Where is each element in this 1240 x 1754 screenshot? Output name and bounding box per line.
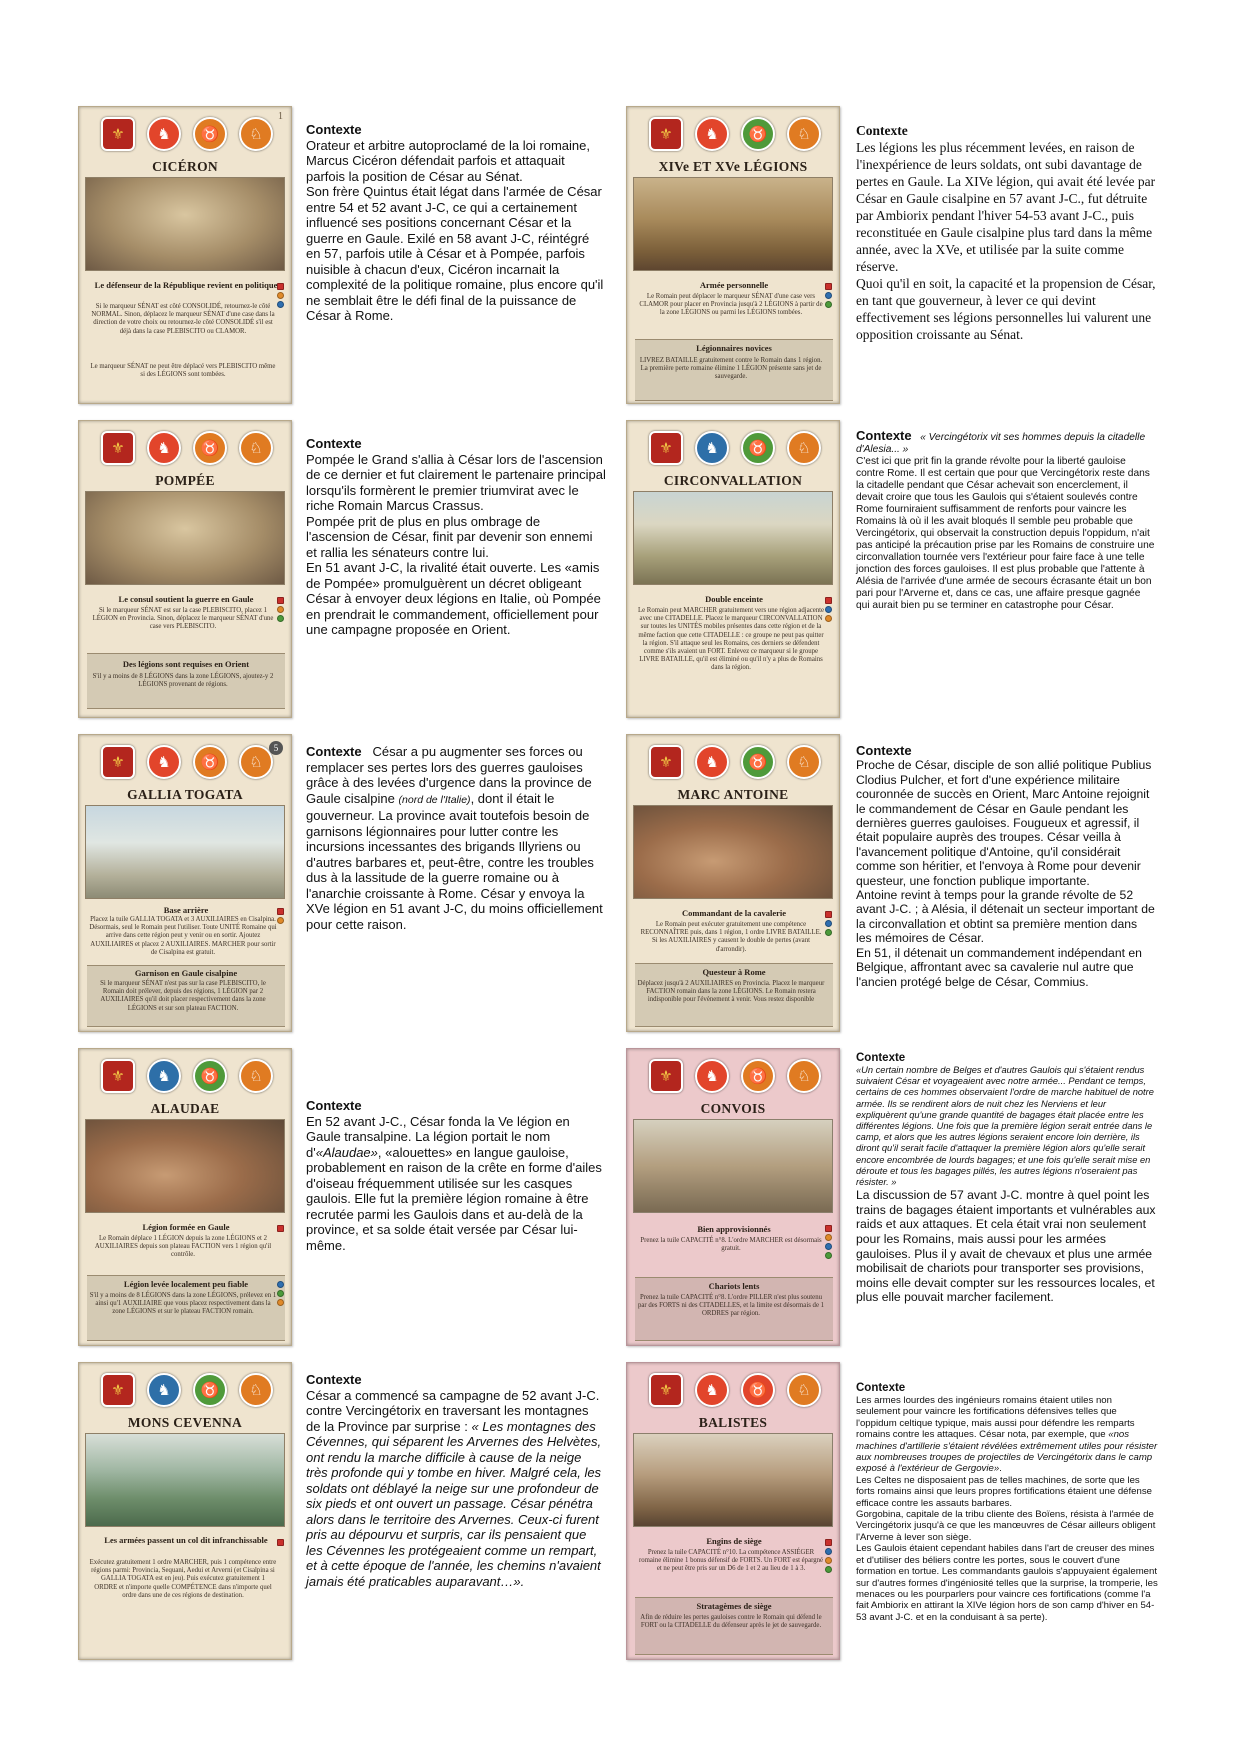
context-heading: Contexte	[856, 123, 908, 138]
card-event-text: Si le marqueur SÉNAT est sur la case PLEBISCITO, placez 1 LÉGION en Provincia. Sinon, déplacez le marqueur SÉNAT d'une case vers PLEBISCITO.	[92, 607, 274, 631]
faction-icons	[649, 117, 821, 151]
context-paragraph: En 52 avant J-C., César fonda la Ve légion en Gaule transalpine. La légion portait le nom d'	[306, 1113, 570, 1160]
card-circonvallation	[626, 420, 840, 718]
card-illustration	[85, 491, 285, 585]
bull-icon: ♉	[193, 1373, 227, 1407]
context-marc-antoine	[856, 744, 1156, 989]
context-heading: Contexte	[306, 744, 362, 759]
context-paragraph: Les Celtes ne disposaient pas de telles machines, de sorte que les forts romains ainsi que leurs propres fortifications étaient une défense efficace contre les assauts barbares.	[856, 1474, 1152, 1509]
card-illustration	[85, 177, 285, 271]
context-quote: «Un certain nombre de Belges et d'autres Gaulois qui s'étaient rendus suivaient César et voyageaient avec notre armée... Pendant ce temps, certains de ces hommes observaient l'ordre de marche habituel de notre armée. Ils se rendirent alors de nuit chez les Nerviens et leur expliquèrent qu'une grande quantité de bagages était placée entre les différentes légions. Une fois que la première légion serait entrée dans le camp, et alors que les autres légions seraient encore loin derrière, ils diront qu'il serait facile d'attaquer la première légion alors qu'elle serait encore encombrée de lourds bagages; et une fois qu'elle serait mise en déroute et tous les bagages pillés, les autres légions n'oseraient pas résister. »	[856, 1065, 1154, 1188]
faction-icons	[101, 745, 273, 779]
context-gallia-togata	[306, 744, 606, 932]
context-paragraph: La discussion de 57 avant J-C. montre à quel point les trains de bagages étaient importants et vulnérables aux raids et aux attaques. Et cela était vrai non seulement pour les Romains, mais aussi pour les armées gauloises. Plus il y avait de chevaux et plus une armée mobilisait de chariots pour transporter ses provisions, moins elle devait compter sur les ressources locales, et plus elle pouvait marcher facilement.	[856, 1188, 1156, 1305]
boar-icon: ♞	[695, 1059, 729, 1093]
card-event-title: Le défenseur de la République revient en politique	[94, 280, 278, 290]
card-event-text: Le Romain peut MARCHER gratuitement vers une région adjacente avec une CITADELLE. Placez le marqueur CIRCONVALLATION sur toutes les UNITÉS mobiles présentes dans cette région et de la même faction que cette CITADELLE : ce groupe ne peut pas quitter la région. S'il attaque seul les Romains, ces derniers se défendent comme s'ils avaient un FORT. Enlevez ce marqueur si le groupe LIVRE BATAILLE, qu'il est éliminé ou qu'il n'y a plus de Romains dans la région.	[637, 607, 825, 672]
horse-icon: ♘	[787, 117, 821, 151]
faction-dots	[825, 1225, 833, 1259]
context-paragraph: Pompée prit de plus en plus ombrage de l'ascension de César, finit par devenir son ennemi et rallia les sénateurs contre lui.	[306, 513, 593, 560]
card-event-title: Légion formée en Gaule	[142, 1222, 230, 1232]
context-paragraph: Pompée le Grand s'allia à César lors de l'ascension de ce dernier et fut clairement le partenaire principal lorsqu'ils formèrent le premier triumvirat avec le riche Romain Marcus Crassus.	[306, 451, 606, 513]
eagle-icon: ⚜	[649, 1059, 683, 1093]
boar-icon: ♞	[147, 745, 181, 779]
context-note: (nord de l'Italie)	[398, 793, 471, 806]
context-heading: Contexte	[856, 743, 912, 758]
context-paragraph: Gorgobina, capitale de la tribu cliente des Boïens, résista à l'armée de Vercingétorix jusqu'à ce que les manœuvres de César ailleurs obligent l'Arverne à lever son siège.	[856, 1509, 1156, 1543]
card-event-text: Prenez la tuile CAPACITÉ n°10. La compétence ASSIÉGER romaine élimine 1 bonus défensif de FORTS. Un FORT est épargné et ne peut être pris sur un D6 de 1 et 2 au lieu de 1 à 3.	[638, 1549, 824, 1573]
card-convois	[626, 1048, 840, 1346]
card-event-text: Le Romain déplace 1 LÉGION depuis la zone LÉGIONS et 2 AUXILIAIRES depuis son plateau FACTION vers 1 région qu'il contrôle.	[94, 1235, 272, 1259]
card-event-title: Armée personnelle	[699, 280, 769, 290]
card-xiv-xv-legions	[626, 106, 840, 404]
horse-icon: ♘	[787, 1373, 821, 1407]
card-event-title: Commandant de la cavalerie	[681, 908, 787, 918]
context-heading: Contexte	[306, 122, 362, 137]
bull-icon: ♉	[193, 1059, 227, 1093]
card-event-text-2: Si le marqueur SÉNAT n'est pas sur la case PLEBISCITO, le Romain doit prélever, depuis des régions, 1 LÉGION par 2 AUXILIAIRES qu'il doit placer respectivement dans la zone LÉGIONS et sur son plateau FACTION.	[100, 980, 266, 1012]
faction-dots	[277, 283, 285, 308]
horse-icon: ♘	[239, 117, 273, 151]
bull-icon: ♉	[741, 431, 775, 465]
card-illustration	[85, 1119, 285, 1213]
context-mons-cevenna	[306, 1372, 606, 1589]
card-event-title: Le consul soutient la guerre en Gaule	[118, 594, 254, 604]
card-event-title-2: Légionnaires novices	[696, 343, 772, 353]
eagle-icon: ⚜	[649, 431, 683, 465]
card-event-title: Bien approvisionnés	[697, 1224, 771, 1234]
card-event-title-2: Garnison en Gaule cisalpine	[134, 968, 238, 978]
context-xiv-xv-legions	[856, 122, 1156, 343]
context-quote: « Vercingétorix vit ses hommes depuis la citadelle d'Alesia... »	[856, 432, 1146, 455]
context-heading: Contexte	[856, 1052, 906, 1064]
faction-dots	[277, 597, 285, 622]
card-balistes	[626, 1362, 840, 1660]
eagle-icon: ⚜	[649, 745, 683, 779]
faction-dots	[825, 1539, 833, 1573]
card-event-title-2: Chariots lents	[708, 1281, 760, 1291]
card-event-title-2: Légion levée localement peu fiable	[123, 1279, 249, 1289]
context-heading: Contexte	[306, 1372, 362, 1387]
context-ciceron	[306, 122, 606, 324]
horse-icon: ♘	[787, 431, 821, 465]
card-event-title: Les armées passent un col dit infranchissable	[104, 1535, 268, 1545]
context-paragraph: César a pu augmenter ses forces ou remplacer ses pertes lors des guerres gauloises grâce à des levées d'urgence dans la province de Gaule cisalpine	[306, 744, 592, 806]
context-paragraph: , dont il était le gouverneur. La province avait toutefois besoin de garnisons légionnaires pour lutter contre les incursions incessantes des brigands Illyriens ou d'autres barbares et, peut-être, contre les troubles dus à la lassitude de la guerre romaine ou à l'anarchie croissante à Rome. César y envoya la XVe légion en 51 avant J-C, du moins officiellement pour cette raison.	[306, 790, 603, 932]
context-heading: Contexte	[306, 1098, 362, 1113]
card-event-title: Double enceinte	[705, 594, 763, 604]
eagle-icon: ⚜	[101, 745, 135, 779]
card-title: CIRCONVALLATION	[663, 473, 803, 488]
card-event-text: Le Romain peut exécuter gratuitement une compétence RECONNAÎTRE puis, dans 1 région, 1 ordre LIVRE BATAILLE. Si les AUXILIAIRES y causent le double de pertes (avant d'arrondir).	[640, 921, 822, 953]
context-paragraph: Les armes lourdes des ingénieurs romains étaient utiles non seulement pour vaincre les fortifications défensives telles que l'oppidum celtique typique, mais aussi pour défendre les remparts romains contre les attaques. César nota, par exemple, que	[856, 1395, 1135, 1441]
faction-dots	[277, 1539, 285, 1546]
card-gallia-togata	[78, 734, 292, 1032]
card-event-text: Si le marqueur SÉNAT est côté CONSOLIDÉ, retournez-le côté NORMAL. Sinon, déplacez le marqueur SÉNAT d'une case dans la direction de votre choix ou retournez-le côté CONSOLIDÉ s'il est déjà dans la case PLEBISCITO ou CLAMOR.	[91, 303, 275, 335]
context-paragraph: Antoine revint à temps pour la grande révolte de 52 avant J-C. ; à Alésia, il détenait un secteur important de la circonvallation et obtint sa première mention dans les mémoires de César.	[856, 888, 1155, 946]
eagle-icon: ⚜	[101, 1373, 135, 1407]
bull-icon: ♉	[741, 1059, 775, 1093]
faction-dots	[825, 597, 833, 622]
card-illustration	[633, 177, 833, 271]
eagle-icon: ⚜	[101, 117, 135, 151]
context-paragraph: , «alouettes» en langue gauloise, probablement en raison de la crête en forme d'ailes d'oiseau fréquemment utilisée sur les casques gaulois. Elle fut la première légion romaine à être recrutée parmi les Gaulois dans et au-delà de la province, et sa solde était versée par César lui-même.	[306, 1144, 602, 1253]
boar-icon: ♞	[147, 117, 181, 151]
boar-icon: ♞	[695, 1373, 729, 1407]
card-event-text-2: LIVREZ BATAILLE gratuitement contre le Romain dans 1 région. La première perte romaine élimine 1 LÉGION présente sans jet de sauvegarde.	[639, 357, 823, 381]
eagle-icon: ⚜	[101, 1059, 135, 1093]
card-title: CONVOIS	[700, 1101, 766, 1116]
faction-icons	[101, 117, 273, 151]
card-pompee	[78, 420, 292, 718]
horse-icon: ♘	[787, 1059, 821, 1093]
card-illustration	[633, 491, 833, 585]
card-event-title-2: Stratagèmes de siège	[696, 1601, 772, 1611]
card-event-text: Exécutez gratuitement 1 ordre MARCHER, puis 1 compétence entre régions parmi: Provincia, Sequani, Aedui et Arverni (et Cisalpina si GALLIA TOGATA est en jeu). Puis exécutez gratuitement 1 ORDRE et n'importe quelle COMPÉTENCE dans n'importe quel ordre dans une de ces régions de destination.	[89, 1559, 277, 1599]
context-paragraph: Quoi qu'il en soit, la capacité et la propension de César, en tant que gouverneur, à lever ce qui devint effectivement ses légions personnelles lui valurent une opposition croissante au Sénat.	[856, 276, 1156, 342]
context-paragraph: Son frère Quintus était légat dans l'armée de César entre 54 et 52 avant J-C, ce qui a certainement influencé ses positions concernant César et la guerre en Gaule. Exilé en 58 avant J-C, réintégré en 57, parfois utile à César et à Pompée, parfois nuisible à chacun d'eux, Cicéron incarnait la complexité de la politique romaine, plus encore qu'il ne semblait être le défi final de la puissance de César à Rome.	[306, 184, 604, 323]
context-paragraph: Les légions les plus récemment levées, en raison de l'inexpérience de leurs soldats, ont subi davantage de pertes en Gaule. La XIVe légion, qui avait été levée par César en Gaule cisalpine en 57 avant J-C., fut détruite par Ambiorix pendant l'hiver 54-53 avant J-C., puis reconstituée en Gaule cisalpine plus tard dans la même année, avec la XVe, et utilisée par la suite comme réserve.	[856, 140, 1156, 274]
card-title: POMPÉE	[155, 473, 215, 488]
context-italic: «nos machines d'artillerie s'étaient révélées extrêmement utiles pour résister aux nombreuses troupes de projectiles de Vercingétorix dans le camp exposé à l'extérieur de Gergovie»	[856, 1429, 1158, 1475]
boar-icon: ♞	[147, 1373, 181, 1407]
faction-dots	[277, 1225, 285, 1232]
boar-icon: ♞	[695, 431, 729, 465]
faction-icons	[649, 431, 821, 465]
card-event-text-2: Afin de réduire les pertes gauloises contre le Romain qui défend le FORT ou la CITADELLE du défenseur après le jet de sauvegarde.	[640, 1614, 822, 1630]
faction-dots	[825, 283, 833, 308]
card-title: XIVe ET XVe LÉGIONS	[658, 159, 808, 174]
context-paragraph: Orateur et arbitre autoproclamé de la loi romaine, Marcus Cicéron défendait parfois et attaquait parfois la position de César au Sénat.	[306, 137, 590, 184]
bull-icon: ♉	[193, 431, 227, 465]
horse-icon: ♘	[239, 745, 273, 779]
card-event-title-2: Questeur à Rome	[702, 967, 766, 977]
faction-icons	[649, 745, 821, 779]
card-event-text-2: Déplacez jusqu'à 2 AUXILIAIRES en Provincia. Placez le marqueur FACTION romain dans la zone LÉGIONS. Le Romain restera indisponible pour l'évènement à venir. Vous restez disponible	[637, 980, 825, 1004]
context-heading: Contexte	[856, 1382, 906, 1394]
card-marc-antoine	[626, 734, 840, 1032]
context-paragraph: .	[999, 1463, 1002, 1475]
card-title: BALISTES	[698, 1415, 768, 1430]
card-title: CICÉRON	[152, 159, 218, 174]
card-illustration	[633, 805, 833, 899]
faction-dots	[277, 908, 285, 924]
context-paragraph: En 51 avant J-C, la rivalité était ouverte. Les «amis de Pompée» promulguèrent un décret obligeant César à envoyer deux légions en Italie, où Pompée en prendrait le commandement, officiellement pour une campagne proposée en Orient.	[306, 560, 601, 637]
context-circonvallation	[856, 428, 1156, 612]
horse-icon: ♘	[787, 745, 821, 779]
card-title: GALLIA TOGATA	[127, 787, 243, 802]
horse-icon: ♘	[239, 431, 273, 465]
card-illustration	[85, 805, 285, 899]
card-illustration	[85, 1433, 285, 1527]
card-event-text-2: S'il y a moins de 8 LÉGIONS dans la zone LÉGIONS, prélevez en 1 ainsi qu'1 AUXILIAIRE que vous placez respectivement dans la zone LÉGIONS et sur le plateau FACTION romain.	[89, 1292, 277, 1316]
context-heading: Contexte	[856, 428, 912, 443]
bull-icon: ♉	[741, 117, 775, 151]
context-heading: Contexte	[306, 436, 362, 451]
bull-icon: ♉	[193, 117, 227, 151]
card-event-text-2: Le marqueur SÉNAT ne peut être déplacé vers PLEBISCITO même si des LÉGIONS sont tombées.	[90, 363, 276, 379]
card-event-title: Base arrière	[163, 905, 209, 915]
card-event-text: Le Romain peut déplacer le marqueur SÉNAT d'une case vers CLAMOR pour placer en Provincia jusqu'à 2 LÉGIONS à partir de la zone LÉGIONS ou parmi les LÉGIONS tombées.	[639, 293, 823, 317]
bull-icon: ♉	[741, 1373, 775, 1407]
eagle-icon: ⚜	[101, 431, 135, 465]
card-event-text: Prenez la tuile CAPACITÉ n°8. L'ordre MARCHER est désormais gratuit.	[640, 1237, 822, 1253]
eagle-icon: ⚜	[649, 1373, 683, 1407]
context-pompee	[306, 436, 606, 638]
bull-icon: ♉	[741, 745, 775, 779]
card-illustration	[633, 1433, 833, 1527]
card-event-text: Placez la tuile GALLIA TOGATA et 3 AUXILIAIRES en Cisalpina. Désormais, seul le Romain peut l'utiliser. Toute UNITÉ Romaine qui arrive dans cette région peut y venir ou en sortir. Ajoutez AUXILIAIRES et placez 2 AUXILIAIRES. MARCHER pour sortir de Cisalpina est gratuit.	[89, 916, 277, 956]
context-balistes	[856, 1382, 1158, 1623]
boar-icon: ♞	[147, 431, 181, 465]
context-quote: « Les montagnes des Cévennes, qui séparent les Arvernes des Helvètes, ont rendu la marche difficile à cause de la neige très profonde qui y tombe en hiver. Malgré cela, les soldats ont déblayé la neige sur une profondeur de six pieds et ont ouvert un passage. César pénétra alors dans le territoire des Arvernes. Ceux-ci furent pris au dépourvu et surpris, car ils pensaient que les Cévennes les protégeaient comme un rempart, et à cette époque de l'année, les chemins n'avaient jamais été praticables auparavant…».	[306, 1418, 602, 1589]
faction-icons	[649, 1059, 821, 1093]
faction-dots	[825, 911, 833, 936]
card-title: MONS CEVENNA	[127, 1415, 243, 1430]
context-convois	[856, 1052, 1156, 1305]
faction-icons	[101, 1373, 273, 1407]
context-paragraph: Proche de César, disciple de son allié politique Publius Clodius Pulcher, et fort d'une expérience militaire couronnée de succès en Orient, Marc Antoine rejoignit le commandement de César en Gaule pendant les dernières guerres gauloises. Fougueux et agressif, il était populaire auprès des troupes. César veilla à l'avancement politique d'Antoine, qu'il considérait comme son héritier, et l'envoya à Rome pour devenir questeur, une fonction publique importante.	[856, 758, 1152, 888]
eagle-icon: ⚜	[649, 117, 683, 151]
card-title: ALAUDAE	[150, 1101, 220, 1116]
boar-icon: ♞	[695, 745, 729, 779]
faction-icons	[101, 431, 273, 465]
card-number: 5	[269, 741, 283, 755]
card-event-title: Engins de siège	[706, 1536, 762, 1546]
context-paragraph: En 51, il détenait un commandement indépendant en Belgique, affrontant avec sa cavalerie nul autre que l'ancien protégé belge de César, Commius.	[856, 945, 1142, 989]
context-paragraph: César a commencé sa campagne de 52 avant J-C. contre Vercingétorix en traversant les montagnes de la Province par surprise :	[306, 1387, 600, 1434]
card-event-title-2: Des légions sont requises en Orient	[122, 659, 250, 669]
card-ciceron	[78, 106, 292, 404]
context-alaudae	[306, 1098, 606, 1253]
card-number: 1	[278, 111, 283, 122]
card-alaudae	[78, 1048, 292, 1346]
context-paragraph: C'est ici que prit fin la grande révolte pour la liberté gauloise contre Rome. Il est certain que pour que Vercingétorix reste dans la citadelle pendant que César achevait son encerclement, il devait croire que tous les Gaulois qui s'étaient soulevés contre Rome fourniraient suffisamment de renforts pour vaincre les Romains là où il les avait bloqués Il semble peu probable que Vercingétorix, qui observait la construction depuis l'oppidum, n'ait pas anticipé la précaution prise par les Romains de construire une circonvallation tournée vers l'extérieur pour faire face à une telle jonction des forces gauloises. Il est plus probable que l'attente à Alésia de l'arrivée d'une armée de secours écrasante était un bon pari pour l'Arverne et, dans ce cas, une affaire presque gagnée qui aurait bien pu se terminer en catastrophe pour César.	[856, 456, 1155, 611]
faction-icons	[101, 1059, 273, 1093]
horse-icon: ♘	[239, 1059, 273, 1093]
bull-icon: ♉	[193, 745, 227, 779]
card-event-text-2: Prenez la tuile CAPACITÉ n°8. L'ordre PILLER n'est plus soutenu par des FORTS ni des CITADELLES, et la limite est désormais de 1 ORDRES par région.	[637, 1294, 825, 1318]
boar-icon: ♞	[147, 1059, 181, 1093]
boar-icon: ♞	[695, 117, 729, 151]
card-title: MARC ANTOINE	[677, 787, 789, 802]
faction-icons	[649, 1373, 821, 1407]
horse-icon: ♘	[239, 1373, 273, 1407]
card-event-text-2: S'il y a moins de 8 LÉGIONS dans la zone LÉGIONS, ajoutez-y 2 LÉGIONS provenant de régions.	[92, 673, 274, 689]
card-mons-cevenna	[78, 1362, 292, 1660]
card-illustration	[633, 1119, 833, 1213]
faction-dots-2	[277, 1281, 285, 1306]
context-paragraph: Les Gaulois étaient cependant habiles dans l'art de creuser des mines et d'utiliser des béliers contre les portes, sous le couvert d'une formation en tortue. Les commandants gaulois s'appuyaient également sur d'autres formes d'ingéniosité telles que la surprise, la tromperie, les menaces ou les pourparlers pour vaincre ces fortifications (comme l'a fait Ambiorix en attirant la XIVe légion hors de son camp d'hiver en 54-53 avant J-C. et en la conduisant à sa perte).	[856, 1543, 1158, 1623]
context-italic: «Alaudae»	[315, 1144, 378, 1160]
